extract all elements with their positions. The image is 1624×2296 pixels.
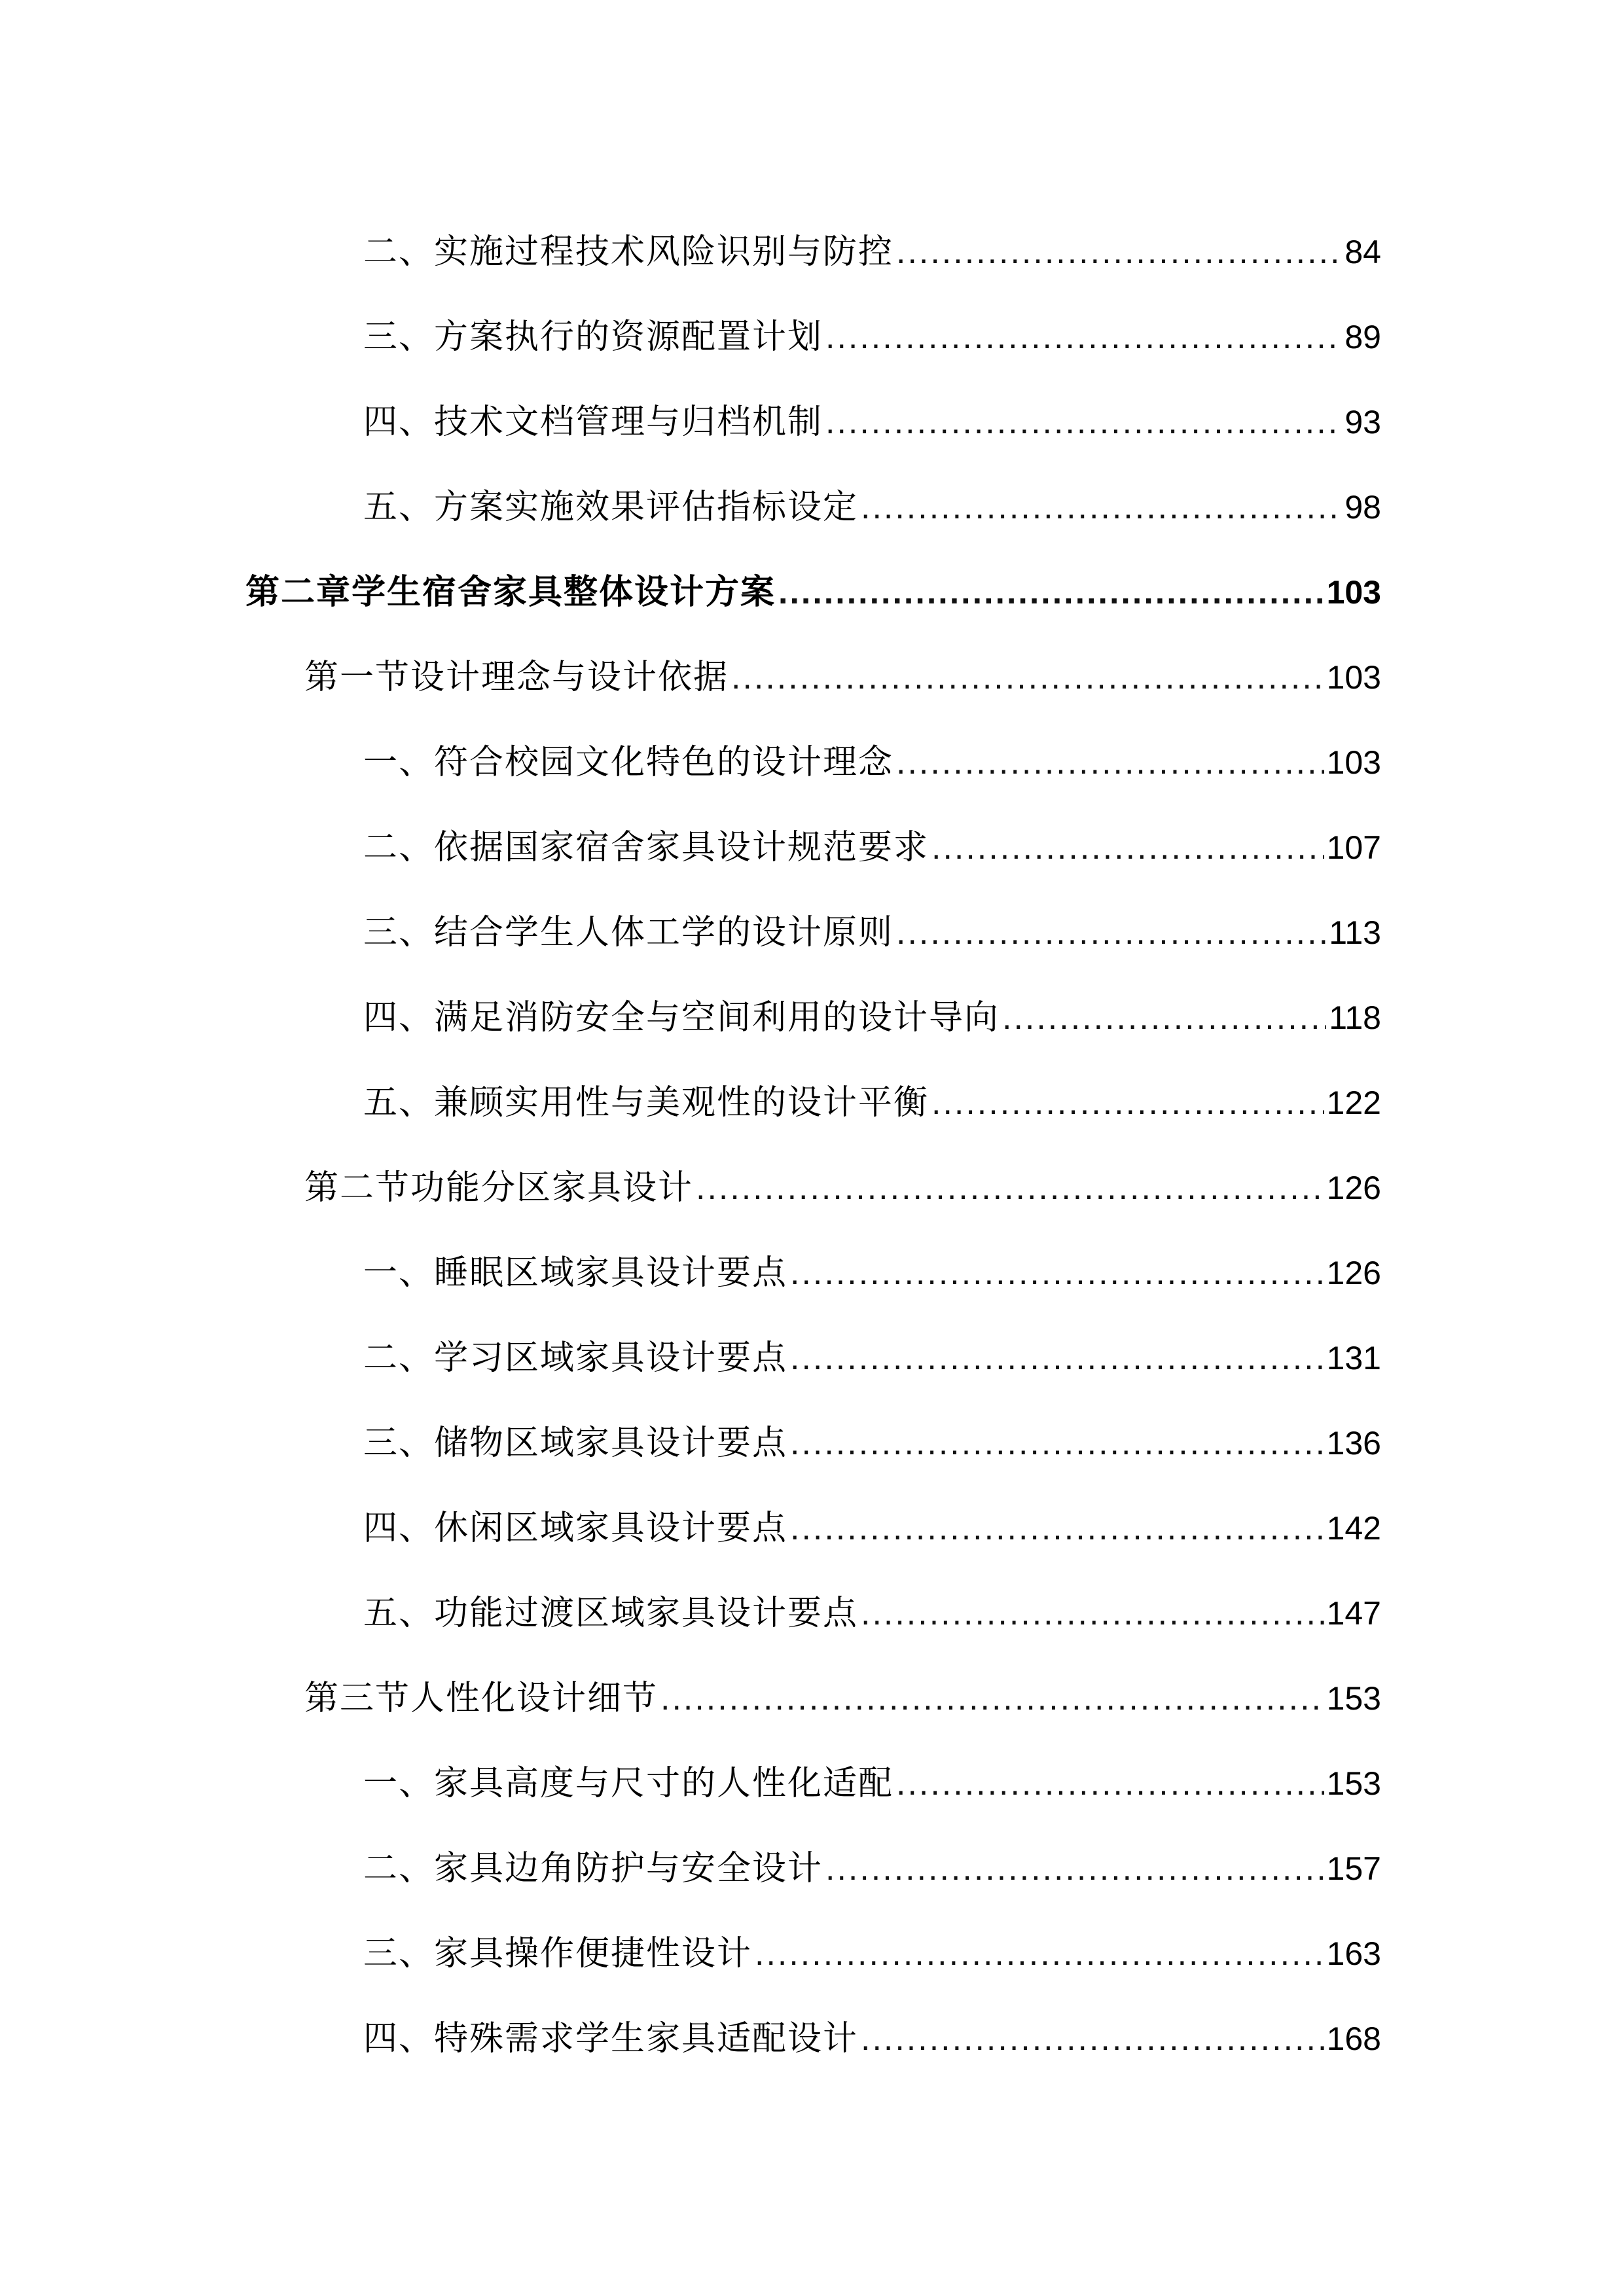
toc-entry-page: 84 (1344, 234, 1381, 270)
toc-chapter-entry[interactable] (245, 550, 1381, 635)
dot-leader (790, 1401, 1324, 1486)
toc-entry-title: 三、储物区域家具设计要点 (363, 1424, 788, 1463)
toc-entry[interactable] (245, 465, 1381, 550)
toc-entry-page: 103 (1326, 574, 1381, 611)
toc-entry-title: 三、方案执行的资源配置计划 (363, 317, 823, 357)
toc-entry[interactable] (245, 720, 1381, 805)
toc-entry[interactable] (245, 1911, 1381, 1996)
toc-entry[interactable] (245, 890, 1381, 975)
table-of-contents (245, 209, 1381, 2081)
toc-entry-title: 第二章学生宿舍家具整体设计方案 (245, 572, 776, 612)
toc-entry-page: 122 (1326, 1085, 1381, 1121)
dot-leader (1002, 975, 1326, 1060)
dot-leader (790, 1486, 1324, 1571)
toc-entry-page: 89 (1344, 319, 1381, 355)
toc-entry-page: 107 (1326, 829, 1381, 866)
toc-entry-page: 126 (1326, 1255, 1381, 1291)
toc-entry-title: 四、满足消防安全与空间利用的设计导向 (363, 998, 1000, 1037)
toc-entry[interactable] (245, 1316, 1381, 1401)
toc-section-entry[interactable] (245, 1145, 1381, 1230)
toc-entry-page: 153 (1326, 1765, 1381, 1802)
toc-entry[interactable] (245, 209, 1381, 295)
toc-entry[interactable] (245, 1060, 1381, 1145)
toc-entry[interactable] (245, 1996, 1381, 2081)
toc-entry[interactable] (245, 1826, 1381, 1911)
toc-entry-title: 四、休闲区域家具设计要点 (363, 1509, 788, 1548)
toc-section-entry[interactable] (245, 635, 1381, 720)
toc-entry-title: 第三节人性化设计细节 (304, 1679, 659, 1718)
toc-entry[interactable] (245, 805, 1381, 890)
dot-leader (778, 550, 1324, 635)
toc-entry-page: 113 (1329, 914, 1381, 951)
toc-entry-title: 五、兼顾实用性与美观性的设计平衡 (363, 1083, 929, 1122)
toc-entry-title: 二、学习区域家具设计要点 (363, 1338, 788, 1378)
dot-leader (790, 1316, 1324, 1401)
dot-leader (861, 1996, 1324, 2081)
toc-entry-title: 第一节设计理念与设计依据 (304, 658, 729, 697)
toc-entry-page: 153 (1326, 1680, 1381, 1717)
toc-entry-title: 四、特殊需求学生家具适配设计 (363, 2019, 859, 2058)
dot-leader (825, 1826, 1324, 1911)
toc-entry[interactable] (245, 1230, 1381, 1316)
toc-entry-page: 131 (1326, 1340, 1381, 1376)
dot-leader (861, 1571, 1324, 1656)
dot-leader (731, 635, 1324, 720)
toc-entry-page: 163 (1326, 1935, 1381, 1972)
dot-leader (896, 1741, 1324, 1826)
toc-entry-title: 五、方案实施效果评估指标设定 (363, 488, 859, 527)
toc-entry-page: 147 (1326, 1595, 1381, 1632)
toc-entry[interactable] (245, 295, 1381, 380)
toc-entry[interactable] (245, 1571, 1381, 1656)
toc-entry-page: 157 (1326, 1850, 1381, 1887)
toc-entry-title: 一、睡眠区域家具设计要点 (363, 1253, 788, 1293)
toc-entry-page: 98 (1344, 489, 1381, 526)
toc-entry-page: 93 (1344, 404, 1381, 440)
toc-entry[interactable] (245, 1741, 1381, 1826)
dot-leader (896, 720, 1324, 805)
dot-leader (931, 805, 1324, 890)
toc-entry-page: 118 (1329, 999, 1381, 1036)
toc-entry[interactable] (245, 1486, 1381, 1571)
toc-entry-title: 四、技术文档管理与归档机制 (363, 403, 823, 442)
dot-leader (896, 209, 1342, 295)
toc-entry[interactable] (245, 1401, 1381, 1486)
toc-entry-title: 二、依据国家宿舍家具设计规范要求 (363, 828, 929, 867)
dot-leader (825, 295, 1342, 380)
dot-leader (861, 465, 1342, 550)
toc-entry-page: 142 (1326, 1510, 1381, 1547)
toc-entry-title: 五、功能过渡区域家具设计要点 (363, 1594, 859, 1633)
toc-entry-page: 103 (1326, 659, 1381, 696)
dot-leader (896, 890, 1326, 975)
toc-entry[interactable] (245, 380, 1381, 465)
toc-entry[interactable] (245, 975, 1381, 1060)
dot-leader (755, 1911, 1324, 1996)
toc-entry-page: 126 (1326, 1170, 1381, 1206)
toc-entry-title: 二、家具边角防护与安全设计 (363, 1849, 823, 1888)
toc-entry-title: 一、家具高度与尺寸的人性化适配 (363, 1764, 894, 1803)
toc-entry-title: 一、符合校园文化特色的设计理念 (363, 743, 894, 782)
toc-entry-title: 三、结合学生人体工学的设计原则 (363, 913, 894, 952)
toc-entry-title: 第二节功能分区家具设计 (304, 1168, 694, 1208)
dot-leader (660, 1656, 1324, 1741)
toc-entry-page: 136 (1326, 1425, 1381, 1462)
dot-leader (790, 1230, 1324, 1316)
dot-leader (696, 1145, 1324, 1230)
toc-entry-title: 三、家具操作便捷性设计 (363, 1934, 753, 1973)
toc-section-entry[interactable] (245, 1656, 1381, 1741)
dot-leader (825, 380, 1342, 465)
toc-entry-title: 二、实施过程技术风险识别与防控 (363, 232, 894, 272)
toc-entry-page: 103 (1326, 744, 1381, 781)
toc-entry-page: 168 (1326, 2020, 1381, 2057)
dot-leader (931, 1060, 1324, 1145)
